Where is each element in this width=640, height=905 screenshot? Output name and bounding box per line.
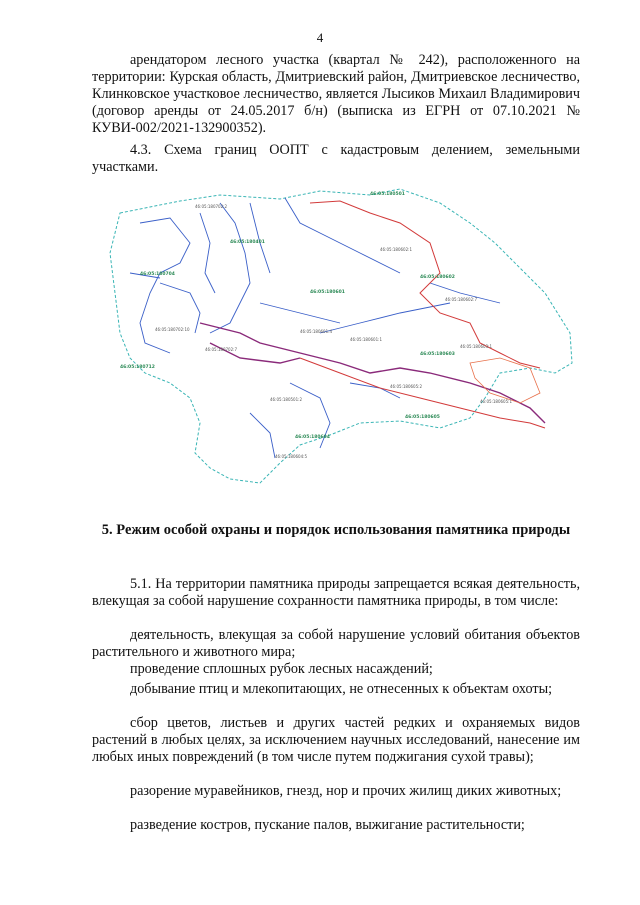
list-item: разведение костров, пускание палов, выжигание растительности;	[130, 817, 525, 833]
map-label: 46:05:180501:2	[270, 397, 303, 402]
cadastral-boundary-map	[100, 183, 580, 493]
list-item: разорение муравейников, гнезд, нор и прочих жилищ диких животных;	[130, 783, 562, 799]
map-label-green: 46:05:180401	[230, 240, 265, 245]
map-label-green: 46:05:180501	[370, 192, 405, 197]
page-number: 4	[316, 30, 324, 45]
map-label: 46:05:180702:2	[195, 204, 228, 209]
map-label: 46:05:180602:1	[380, 247, 413, 252]
list-item: сбор цветов, листьев и других частей редких и охраняемых видов растений в любых целях, за исключением научных исследований, нанесение им любых иных повреждений (в том числе путем поджигания сухой травы);	[92, 715, 580, 765]
map-label: 46:05:180603:1	[460, 344, 493, 349]
map-label: 46:05:180605:2	[390, 384, 423, 389]
map-label-green: 46:05:180601	[310, 290, 345, 295]
map-label-green: 46:05:180605	[405, 415, 440, 420]
map-label-green: 46:05:180704	[140, 272, 175, 277]
paragraph-5-1: 5.1. На территории памятника природы запрещается всякая деятельность, влекущая за собой нарушение сохранности памятника природы, в том числе:	[92, 576, 580, 609]
item-4-3: 4.3. Схема границ ООПТ с кадастровым делением, земельными участками.	[92, 142, 580, 175]
map-label: 46:05:180602:7	[445, 297, 478, 302]
outer-boundary-teal	[110, 189, 572, 483]
map-label: 46:05:180702:10	[155, 327, 190, 332]
map-label-green: 46:05:180604	[295, 435, 330, 440]
map-label-green: 46:05:180712	[120, 365, 155, 370]
map-label: 46:05:180601:1	[350, 337, 383, 342]
list-item: деятельность, влекущая за собой нарушение условий обитания объектов растительного и животного мира;	[92, 627, 580, 660]
map-label-green: 46:05:180603	[420, 352, 455, 357]
map-label: 46:05:180604:5	[275, 454, 308, 459]
section-5-heading: 5. Режим особой охраны и порядок использования памятника природы	[101, 522, 571, 538]
list-item: добывание птиц и млекопитающих, не отнесенных к объектам охоты;	[130, 681, 553, 697]
map-label: 46:05:180702:7	[205, 347, 238, 352]
map-label: 46:05:180601:4	[300, 329, 333, 334]
red-boundary	[300, 201, 545, 428]
map-label: 46:05:180605:1	[480, 399, 513, 404]
intro-paragraph: арендатором лесного участка (квартал № 242), расположенного на территории: Курская область, Дмитриевский район, Дмитриевское лесничество, Клинковское участковое лесничество, является Лысиков Михаил Владимирович (договор аренды от 24.05.2017 б/н) (выписка из ЕГРН от 07.10.2021 № КУВИ-002/2021-132900352).	[92, 52, 580, 136]
map-label-green: 46:05:180602	[420, 275, 455, 280]
list-item: проведение сплошных рубок лесных насаждений;	[130, 661, 433, 677]
